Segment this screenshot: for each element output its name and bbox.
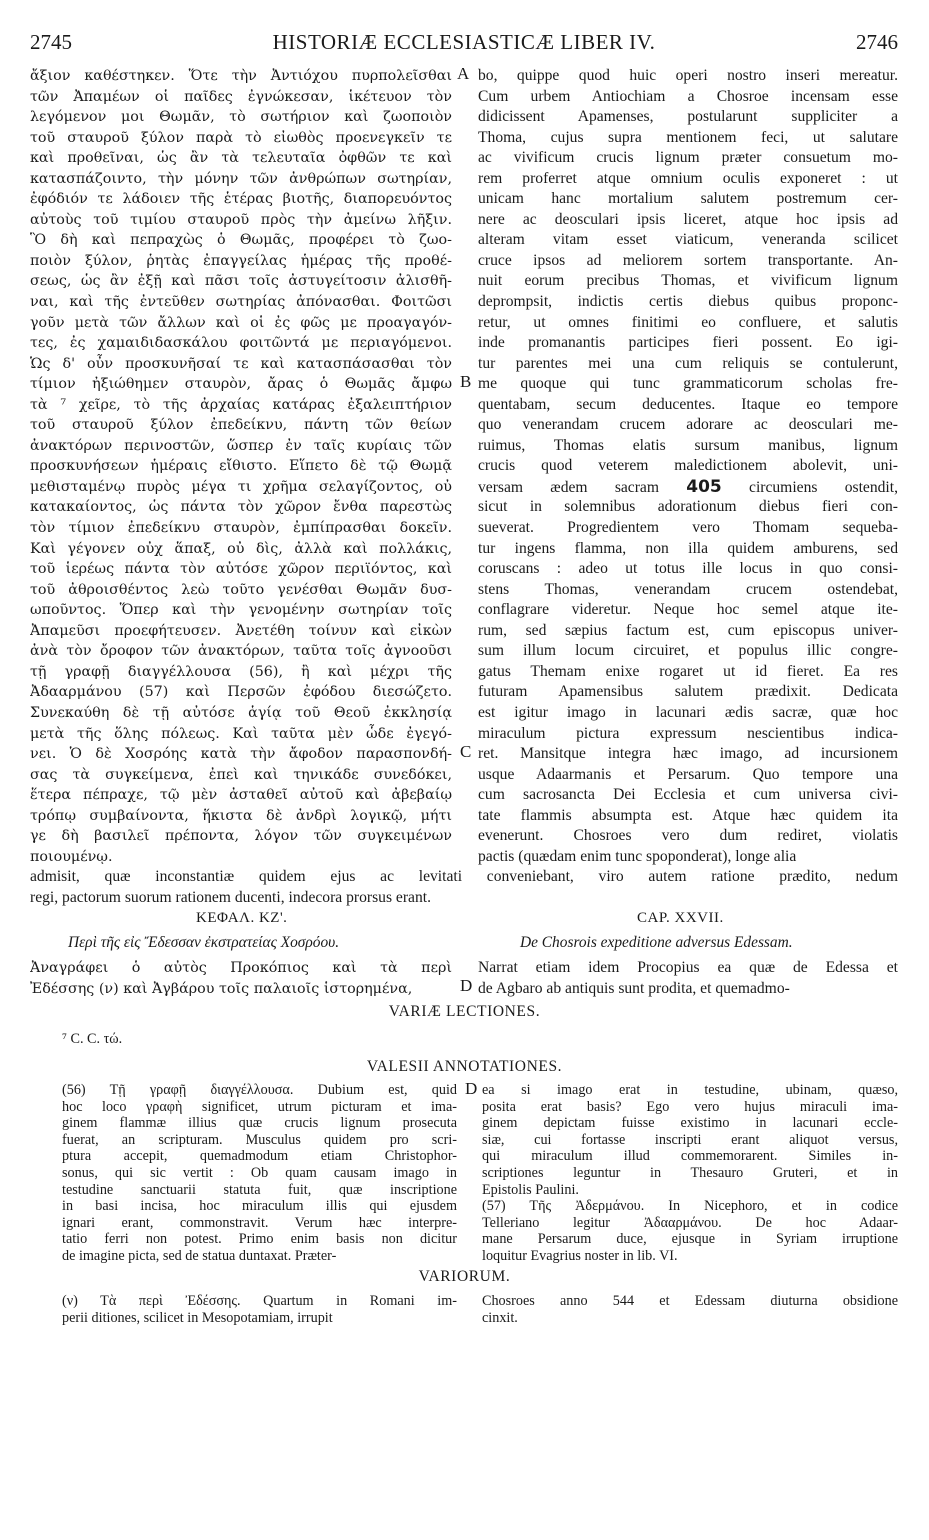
annotation-line: loquitur Evagrius noster in lib. VI. xyxy=(482,1247,678,1264)
annotation-line: siæ, cui fortasse inscripti erant aliquot versus, xyxy=(482,1131,898,1148)
greek-text-line: τες, ἐς χαμαιδιδασκάλου φοιτῶντά με περιαγόμενοι. xyxy=(30,335,452,352)
annotation-line: de imagine picta, sed de statua duntaxat. Præter- xyxy=(62,1247,337,1264)
variorum-line: Chosroes anno 544 et Edessam diuturna obsidione xyxy=(482,1293,898,1309)
annotation-line: Telleriano legitur Ἀδααρμάνου. De hoc Adaar- xyxy=(482,1214,898,1231)
annotation-line: (56) Τῇ γραφῇ διαγγέλλουσα. Dubium est, quid xyxy=(62,1082,457,1098)
latin-text-line: miraculum pictura expressum nescientibus indica- xyxy=(478,724,898,742)
annotation-line: ptura accepit, quemadmodum etiam Christophor- xyxy=(62,1148,457,1165)
variant-reading-note: ⁷ C. C. τώ. xyxy=(62,1031,123,1047)
margin-marker-b: B xyxy=(460,372,472,391)
latin-text-line: sicut in solemnibus adorationum diebus fieri con- xyxy=(478,498,898,516)
greek-text-line: νει. Ὁ δὲ Χοσρόης κατὰ τὴν ἄφοδον παρασπονδή- xyxy=(30,746,452,763)
latin-text-line: bo, quippe quod huic operi nostro inseri mereatur. xyxy=(478,67,898,84)
annotation-line: ginem depictam fuisse existimo in lacunari eccle- xyxy=(482,1115,898,1132)
latin-text-column xyxy=(478,66,898,867)
annotation-line: sonus, qui sic vertit : Ob quam causam imago in xyxy=(62,1164,457,1181)
greek-text-line: τρόπῳ συμβαίνοντα, ἥκιστα δὲ ἀνδρὶ λογικῷ, μήτι xyxy=(30,807,452,824)
latin-text-line: unicam hanc mortalium salutem postremum cer- xyxy=(478,190,898,208)
latin-text-line: evenerunt. Chosroes vero dum rediret, violatis xyxy=(478,827,898,845)
latin-text-line: nuit eorum precibus Thomas, et vivificum lignum xyxy=(478,272,898,290)
annotation-line: testudine sanctuarii statuta fuit, quæ inscriptione xyxy=(62,1181,457,1198)
latin-text-line: tur parentes mei una cum reliquis se contulerunt, xyxy=(478,354,898,372)
latin-text-line: pactis (quædam enim tunc spoponderat), longe alia xyxy=(478,847,797,865)
margin-marker-d-notes: D xyxy=(465,1079,478,1098)
latin-text-line: quo venerandam crucem adorare ac deosculari me- xyxy=(478,416,898,434)
annotation-line: (57) Τῆς Ἀδερμάνου. In Nicephoro, et in codice xyxy=(482,1198,898,1215)
greek-text-line: τοῦ ἀθροισθέντος λεὼ τοῦτο γενέσθαι Θωμᾶν δυσ- xyxy=(30,581,452,598)
annotation-line: posita erat basis? Ego vero hujus miraculi ima- xyxy=(482,1098,898,1115)
greek-text-line: τῇ γραφῇ διαγγέλλουσα (56), ἢ καὶ μέχρι τῆς xyxy=(30,663,452,680)
greek-text-line: Καὶ γέγονεν οὐχ ἅπαξ, οὐ δὶς, ἀλλὰ καὶ πολλάκις, xyxy=(30,540,452,557)
latin-text-line: Thoma, cujus supra mentionem feci, ut salutare xyxy=(478,128,898,146)
latin-text-line: cruce ipsos ad meliorem sortem transportante. An- xyxy=(478,251,898,269)
greek-text-line: ποιουμένῳ. xyxy=(30,848,113,865)
variorum-line: cinxit. xyxy=(482,1309,518,1326)
greek-text-line: τοῦ σταυροῦ ξύλον ἐπεδείκνυ, πάντη τῶν θείων xyxy=(30,417,452,434)
latin-text-line: deprompsit, indictis certis diebus quibus proponc- xyxy=(478,293,898,311)
greek-text-line: σεως, ὡς ἂν ἐξῇ καὶ πᾶσι τοῖς ἀστυγείτοσιν ἀλισθῆ- xyxy=(30,273,452,290)
greek-text-line: ωποῦντος. Ὅπερ καὶ τὴν γενομένην σωτηρίαν τοῖς xyxy=(30,602,452,619)
full-width-text xyxy=(30,866,898,907)
full-width-line: regi, pactorum suorum rationem ducenti, indecora prorsus erant. xyxy=(30,888,431,906)
latin-text-line: usque Adaarmanis et Persarum. Quo tempore una xyxy=(478,765,898,783)
annotation-line: fuerat, an scripturam. Musculus quidem pro scri- xyxy=(62,1131,457,1148)
latin-text-line: tur ingens flamma, non illa quidem amburens, sed xyxy=(478,539,898,557)
latin-text-fragment: versam ædem sacram xyxy=(478,478,687,496)
latin-text-line: coruscans : adeo ut totus ille locus in quo consi- xyxy=(478,560,898,578)
full-width-line: admisit, quæ inconstantiæ quidem ejus ac levitati conveniebant, viro autem ratione prædito, nedum xyxy=(30,868,898,885)
greek-text-column xyxy=(30,66,452,867)
latin-text-line: est igitur imago in lacunari ædis sacræ, quæ hoc xyxy=(478,703,898,721)
greek-text-line: αὐτοὺς τοῦ τιμίου σταυροῦ πρὸς τὴν ἀμείνω λῆξιν. xyxy=(30,211,452,228)
latin-text-line: sueverat. Progredientem vero Thomam sequeba- xyxy=(478,519,898,537)
greek-text-line: ναι, καὶ τῆς ἐντεῦθεν σωτηρίας ἀπόνασθαι. Φοιτῶσι xyxy=(30,294,452,311)
greek-text-line: Συνεκαύθη δὲ τῇ αὐτόσε ἁγίᾳ τοῦ Θεοῦ ἐκκλησίᾳ xyxy=(30,704,452,721)
latin-chapter-text xyxy=(478,958,898,999)
greek-text-line: Ὡς δ' οὖν προσκυνῆσαί τε καὶ κατασπάσασθαι τὸν xyxy=(30,355,452,372)
variorum-notes-left xyxy=(62,1293,457,1326)
annotation-line: tatio ferri non potest. Primo enim basis non dicitur xyxy=(62,1231,457,1248)
greek-text-line: ποιὸν ξύλον, ῥητὰς ἐπαγγείλας ἡμέρας τῆς προθέ- xyxy=(30,252,452,269)
latin-text-line: cum sacrosancta Dei Ecclesia et cum universa civi- xyxy=(478,786,898,804)
greek-text-line: ἕτερα πέπραχε, τῷ μὲν ἀσταθεῖ αὐτοῦ καὶ ἀβεβαίῳ xyxy=(30,787,452,804)
latin-text-fragment: circumiens ostendit, xyxy=(721,478,898,496)
latin-text-line: ret. Mansitque integra hæc imago, ad incursionem xyxy=(478,745,898,763)
greek-text-line: τοῦ σταυροῦ ξύλον παρὰ τὸ εἰωθὸς προενεγκεῖν τε xyxy=(30,129,452,146)
greek-text-line: Ἀδααρμάνου (57) καὶ Περσῶν ἐφόδου διεσώζετο. xyxy=(30,684,452,701)
greek-text-line: Ἀπαμεῦσι προεφήτευσεν. Ἀνετέθη τοίνυν καὶ εἰκὼν xyxy=(30,622,452,639)
annotation-line: in basi incisa, hoc miraculum illis qui ejusdem xyxy=(62,1198,457,1215)
latin-text-line: ac vivificum crucis lignum præter consuetum mo- xyxy=(478,149,898,167)
variorum-notes-right xyxy=(482,1293,898,1326)
greek-chapter-heading: ΚΕΦΑΛ. ΚΖ'. xyxy=(196,910,288,926)
latin-text-line: tate flammis absumpta est. Atque hæc quidem ita xyxy=(478,806,898,824)
greek-text-line: κατακαίοντος, ὡς πάντα τὸν χῶρον ἔνθα παρεστὼς xyxy=(30,499,452,516)
valesii-annotations-heading: VALESII ANNOTATIONES. xyxy=(366,1058,563,1075)
latin-text-line: crucis quod veterem maledictionem abolevit, uni- xyxy=(478,457,898,475)
page-number-right: 2746 xyxy=(856,30,898,54)
latin-text-line: sum illum locum circuiret, et populus illic congre- xyxy=(478,642,898,660)
latin-chapter-title: De Chosrois expeditione adversus Edessam. xyxy=(520,934,793,951)
latin-chapter-heading: CAP. XXVII. xyxy=(637,910,724,926)
latin-text-line: me quoque qui tunc grammaticorum scholas fre- xyxy=(478,375,898,393)
latin-text-line: rem proferret atque omnium oculis exponeret : ut xyxy=(478,169,898,187)
greek-chapter-text xyxy=(30,958,452,999)
greek-text-line: Ὃ δὴ καὶ πεπραχὼς ὁ Θωμᾶς, προφέρει τὸ ζωο- xyxy=(30,232,452,249)
latin-text-line: Cum urbem Antiochiam a Chosroe incensam esse xyxy=(478,87,898,105)
greek-text-line: τοῦ ἱερέως πάντα τὸν αὐτόσε χῶρον περιϊόντος, καὶ xyxy=(30,561,452,578)
greek-chapter-line: Ἀναγράφει ὁ αὐτὸς Προκόπιος καὶ τὰ περὶ xyxy=(30,960,452,976)
latin-text-line: nere ac deosculari ipsis liceret, atque hoc ipsis ad xyxy=(478,210,898,228)
greek-chapter-line: Ἐδέσσης (ν) καὶ Ἀγβάρου τοῖς παλαιοῖς ἱστορημένα, xyxy=(30,980,413,997)
latin-text-line: gatus Themam enixe rogaret ut id fieret. Ea res xyxy=(478,662,898,680)
greek-text-line: ἀνὰ τὸν ὄροφον τῶν ἀνακτόρων, ταῦτα τοῖς ἀγνοοῦσι xyxy=(30,643,452,660)
latin-text-line: didicissent Apamenses, postularunt suppliciter a xyxy=(478,108,898,126)
variorum-line: perii ditiones, scilicet in Mesopotamiam, irrupit xyxy=(62,1309,333,1326)
folio-number: 405 xyxy=(686,476,722,497)
latin-text-line: conflagrare videretur. Neque hoc semel atque ite- xyxy=(478,601,898,619)
latin-text-line: alteram vitam esset viaticum, veneranda scilicet xyxy=(478,231,898,249)
greek-text-line: ἀνακτόρων περινοστῶν, ὥσπερ ἐν ταῖς κυρίαις τῶν xyxy=(30,437,452,454)
margin-marker-d: D xyxy=(460,976,473,995)
annotation-line: Epistolis Paulini. xyxy=(482,1181,579,1198)
greek-text-line: ἐφόδιόν τε λάδοιεν τῆς ἑτέρας βιοτῆς, διαπορευόντος xyxy=(30,191,452,208)
running-title: HISTORIÆ ECCLESIASTICÆ LIBER IV. xyxy=(272,30,656,54)
annotation-line: ignari erant, commonstravit. Verum hæc interpre- xyxy=(62,1214,457,1231)
latin-text-line: futuram Apamensibus salutem prædixit. Dedicata xyxy=(478,683,898,701)
valesii-notes-right xyxy=(482,1082,898,1265)
margin-marker-c: C xyxy=(460,742,472,761)
valesii-notes-left xyxy=(62,1082,457,1265)
latin-chapter-line: de Agbaro ab antiquis sunt prodita, et quemadmo- xyxy=(478,979,790,997)
latin-text-line: rum, sed sæpius factum est, cum episcopus univer- xyxy=(478,621,898,639)
latin-chapter-line: Narrat etiam idem Procopius ea quæ de Edessa et xyxy=(478,959,898,976)
greek-text-line: μεθισταμένῳ πυρὸς μέγα τι χρῆμα σελαγίζοντος, οὐ xyxy=(30,478,452,495)
greek-text-line: προσκυνήσεων ἡμέραις εἴθιστο. Εἵπετο δὲ τῷ Θωμᾷ xyxy=(30,458,452,475)
variorum-line: (ν) Τὰ περὶ Ἐδέσσης. Quartum in Romani im- xyxy=(62,1293,457,1309)
latin-text-line: inde promanantis participes fieri possent. Eo igi- xyxy=(478,334,898,352)
margin-marker-a: A xyxy=(457,64,470,83)
greek-text-line: κατασπάζοιντο, τὴν μόνην τῶν ἀνθρώπων σωτηρίαν, xyxy=(30,170,452,187)
latin-text-line xyxy=(478,477,898,498)
greek-text-line: τὸν τίμιον ἐπεδείκνυ σταυρὸν, ἐμπίπρασθαι δοκεῖν. xyxy=(30,520,452,537)
greek-text-line: τὰ ⁷ χεῖρε, τὸ τῆς ἀρχαίας κατάρας ἐξαλειπτήριον xyxy=(30,396,452,413)
greek-chapter-title: Περὶ τῆς εἰς Ἔδεσσαν ἐκστρατείας Χοσρόου. xyxy=(68,934,340,951)
greek-text-line: μετὰ τῆς ὅλης πόλεως. Καὶ ταῦτα μὲν ὧδε ἐγεγό- xyxy=(30,725,452,742)
annotation-line: ea si imago erat in testudine, ubinam, quæso, xyxy=(482,1082,898,1098)
annotation-line: ginem flammæ illius quæ crucis lignum prosecuta xyxy=(62,1115,457,1132)
annotation-line: qui miraculum illud commemorarent. Similes in- xyxy=(482,1148,898,1165)
latin-text-line: stens Thomas, venerandam crucem ostendebat, xyxy=(478,580,898,598)
greek-text-line: ἄξιον καθέστηκεν. Ὅτε τὴν Ἀντιόχου πυρπολεῖσθαι xyxy=(30,68,452,84)
greek-text-line: τίμιον ἠξιώθημεν σταυρὸν, ἄρας ὁ Θωμᾶς ἄμφω xyxy=(30,376,452,393)
greek-text-line: γε δὴ βασιλεῖ πρέποντα, λόγον τῶν συγκειμένων xyxy=(30,828,452,845)
greek-text-line: γοῦν μετὰ τῶν ἄλλων καὶ οἱ ἐς φῶς με προαγαγόν- xyxy=(30,314,452,331)
annotation-line: hoc loco γραφὴ significet, utrum picturam et ima- xyxy=(62,1098,457,1115)
annotation-line: mane Persarum duce, ejusque in Syriam irruptione xyxy=(482,1231,898,1248)
latin-text-line: retur, ut omnes finitimi eo confluere, et salutis xyxy=(478,313,898,331)
page-number-left: 2745 xyxy=(30,30,72,54)
greek-text-line: λεγόμενον μοι Θωμᾶν, τὸ σωτήριον καὶ ζωοποιὸν xyxy=(30,109,452,126)
variorum-heading: VARIORUM. xyxy=(418,1268,511,1285)
greek-text-line: καὶ προθεῖναι, ὡς ἂν τὰ τελευταῖα ὀφθῶν τε καὶ xyxy=(30,150,452,167)
greek-text-line: τῶν Ἀπαμέων οἱ παῖδες ἐγνώκεσαν, ἱκέτευον τὸν xyxy=(30,88,452,105)
variae-lectiones-heading: VARIÆ LECTIONES. xyxy=(388,1003,541,1020)
latin-text-line: quentabam, secum deducentes. Itaque eo tempore xyxy=(478,395,898,413)
latin-text-line: ruimus, Thomas elatis sursum manibus, lignum xyxy=(478,436,898,454)
greek-text-line: σας τὰ συγκείμενα, ἐπεὶ καὶ τηνικάδε συνεδόκει, xyxy=(30,766,452,783)
page-header xyxy=(30,30,898,56)
annotation-line: scriptiones leguntur in Thesauro Gruteri, et in xyxy=(482,1164,898,1181)
